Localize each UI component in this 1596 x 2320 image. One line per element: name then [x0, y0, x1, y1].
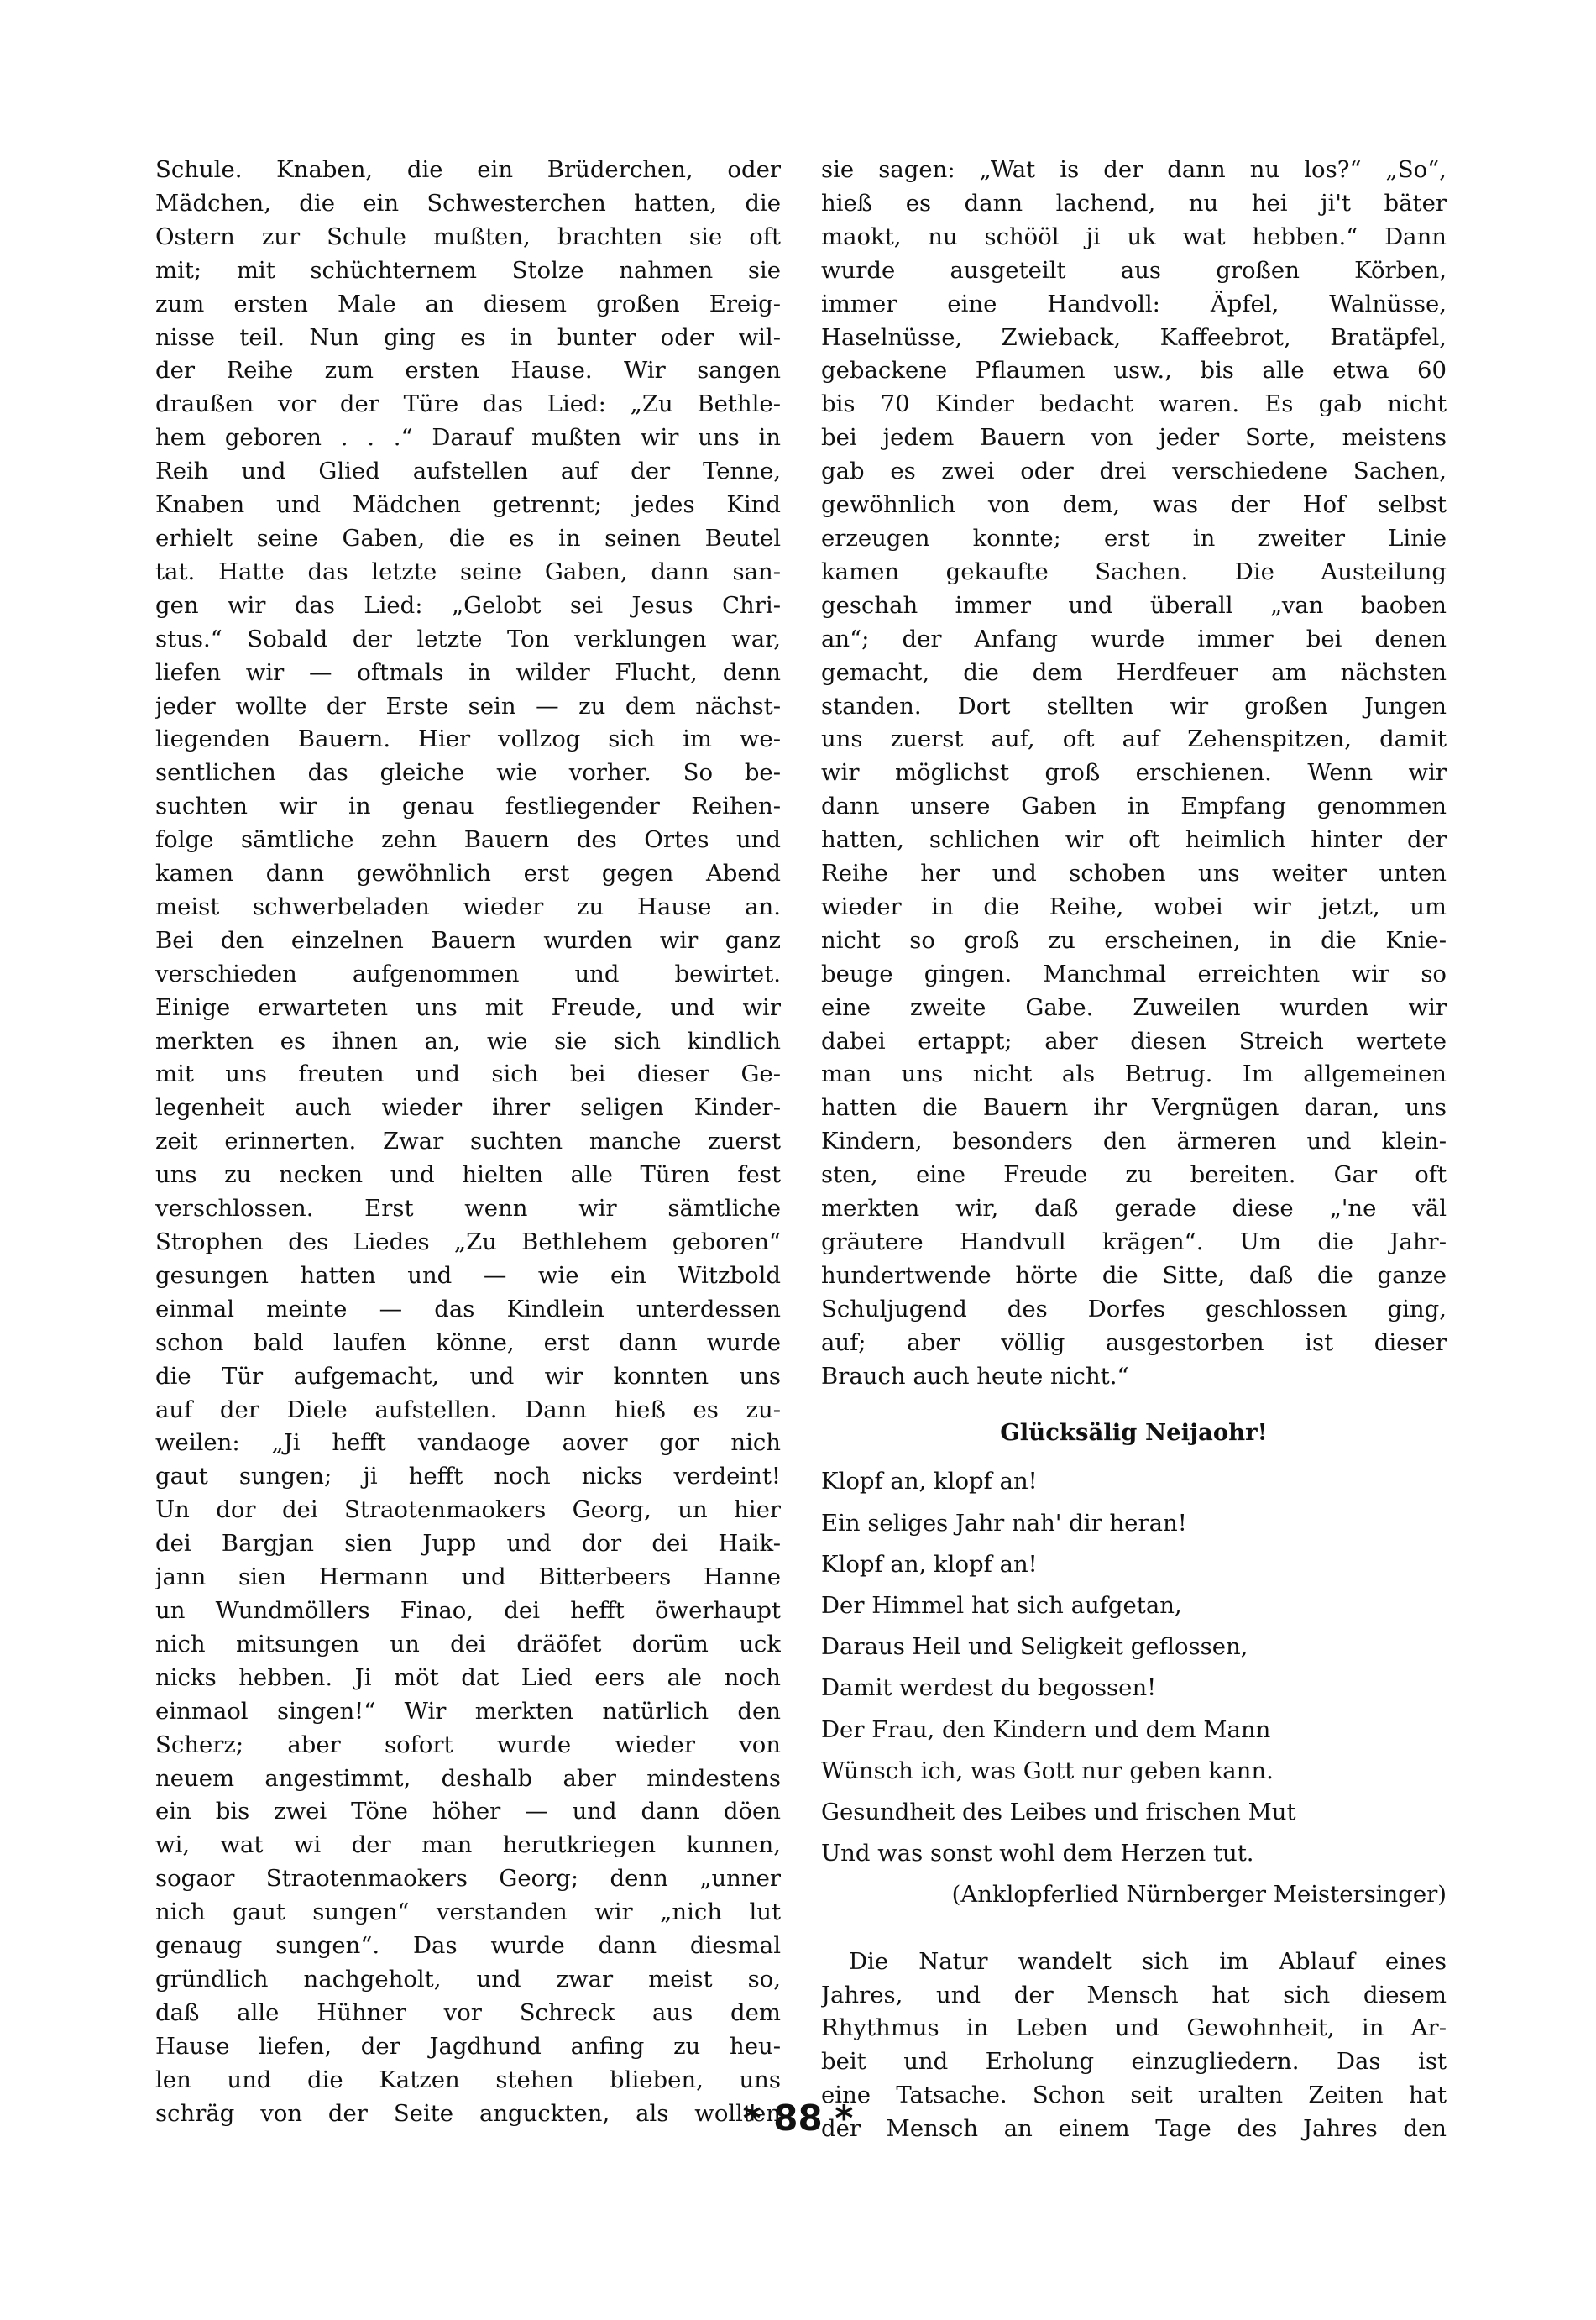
page-number: * 88 *: [742, 2097, 854, 2139]
text-line: uns zuerst auf, oft auf Zehenspitzen, damit: [821, 725, 1447, 753]
text-line: verschlossen. Erst wenn wir sämtliche: [155, 1195, 781, 1223]
poem-line: Klopf an, klopf an!: [821, 1468, 1038, 1495]
text-line: sentlichen das gleiche wie vorher. So be-: [155, 759, 781, 787]
text-line: suchten wir in genau festliegender Reihen-: [155, 793, 781, 820]
text-line: Hause liefen, der Jagdhund anfing zu heu-: [155, 2032, 781, 2060]
text-line: hatten, schlichen wir oft heimlich hinter der: [821, 826, 1447, 854]
text-line: mit; mit schüchternem Stolze nahmen sie: [155, 256, 781, 284]
poem-line: Klopf an, klopf an!: [821, 1550, 1038, 1578]
text-line: zeit erinnerten. Zwar suchten manche zuerst: [155, 1128, 781, 1155]
text-line: dabei ertappt; aber diesen Streich wertete: [821, 1027, 1447, 1055]
text-line: eine Tatsache. Schon seit uralten Zeiten hat: [821, 2082, 1447, 2109]
text-line: Jahres, und der Mensch hat sich diesem: [821, 1981, 1447, 2008]
text-line: wieder in die Reihe, wobei wir jetzt, um: [821, 893, 1447, 920]
text-line: dei Bargjan sien Jupp und dor dei Haik-: [155, 1530, 781, 1558]
poem-line: Daraus Heil und Seligkeit geflossen,: [821, 1633, 1248, 1661]
text-line: Die Natur wandelt sich im Ablauf eines: [849, 1947, 1447, 1975]
text-line: Un dor dei Straotenmaokers Georg, un hier: [155, 1496, 781, 1524]
text-line: die Tür aufgemacht, und wir konnten uns: [155, 1362, 781, 1390]
text-line: nicks hebben. Ji möt dat Lied eers ale noch: [155, 1663, 781, 1691]
text-line: beit und Erholung einzugliedern. Das ist: [821, 2048, 1447, 2076]
text-line: gründlich nachgeholt, und zwar meist so,: [155, 1965, 781, 1993]
text-line: jann sien Hermann und Bitterbeers Hanne: [155, 1563, 781, 1591]
text-line: Ostern zur Schule mußten, brachten sie oft: [155, 223, 781, 250]
text-line: Mädchen, die ein Schwesterchen hatten, die: [155, 189, 781, 217]
text-line: mit uns freuten und sich bei dieser Ge-: [155, 1060, 781, 1088]
text-line: einmaol singen!“ Wir merkten natürlich den: [155, 1697, 781, 1725]
text-line: der Mensch an einem Tage des Jahres den: [821, 2115, 1447, 2143]
text-line: schon bald laufen könne, erst dann wurde: [155, 1328, 781, 1356]
text-line: verschieden aufgenommen und bewirtet.: [155, 960, 781, 987]
text-line: immer eine Handvoll: Äpfel, Walnüsse,: [821, 290, 1447, 317]
text-line: Bei den einzelnen Bauern wurden wir ganz: [155, 926, 781, 954]
text-line: schräg von der Seite anguckten, als wollten: [155, 2099, 781, 2127]
text-line: merkten es ihnen an, wie sie sich kindlich: [155, 1027, 781, 1055]
text-line: jeder wollte der Erste sein — zu dem nächst-: [155, 692, 781, 720]
poem-line: Und was sonst wohl dem Herzen tut.: [821, 1840, 1254, 1867]
text-line: zum ersten Male an diesem großen Ereig-: [155, 290, 781, 317]
poem-source: (Anklopferlied Nürnberger Meistersinger): [951, 1881, 1447, 1909]
text-line: weilen: „Ji hefft vandaoge aover gor nich: [155, 1429, 781, 1457]
text-line: ein bis zwei Töne höher — und dann döen: [155, 1798, 781, 1825]
text-line: gewöhnlich von dem, was der Hof selbst: [821, 491, 1447, 519]
text-line: tat. Hatte das letzte seine Gaben, dann san-: [155, 558, 781, 585]
text-line: bis 70 Kinder bedacht waren. Es gab nicht: [821, 390, 1447, 418]
text-line: Schule. Knaben, die ein Brüderchen, oder: [155, 156, 781, 183]
text-line: Brauch auch heute nicht.“: [821, 1362, 1129, 1390]
text-line: standen. Dort stellten wir großen Jungen: [821, 692, 1447, 720]
text-line: wi, wat wi der man herutkriegen kunnen,: [155, 1831, 781, 1859]
text-line: kamen gekaufte Sachen. Die Austeilung: [821, 558, 1447, 585]
text-line: maokt, nu schööl ji uk wat hebben.“ Dann: [821, 223, 1447, 250]
poem-line: Ein seliges Jahr nah' dir heran!: [821, 1509, 1187, 1537]
text-line: Rhythmus in Leben und Gewohnheit, in Ar-: [821, 2014, 1447, 2042]
text-line: liegenden Bauern. Hier vollzog sich im we-: [155, 725, 781, 753]
text-line: daß alle Hühner vor Schreck aus dem: [155, 1998, 781, 2026]
text-line: geschah immer und überall „van baoben: [821, 591, 1447, 619]
text-line: Knaben und Mädchen getrennt; jedes Kind: [155, 491, 781, 519]
text-line: gräutere Handvull krägen“. Um die Jahr-: [821, 1228, 1447, 1255]
text-line: Reih und Glied aufstellen auf der Tenne,: [155, 458, 781, 485]
text-line: sie sagen: „Wat is der dann nu los?“ „So“,: [821, 156, 1447, 183]
text-line: erzeugen konnte; erst in zweiter Linie: [821, 524, 1447, 552]
poem-line: Der Himmel hat sich aufgetan,: [821, 1592, 1182, 1620]
text-line: hatten die Bauern ihr Vergnügen daran, uns: [821, 1094, 1447, 1122]
left-text-column: [155, 154, 781, 2130]
text-line: Schuljugend des Dorfes geschlossen ging,: [821, 1295, 1447, 1322]
text-line: auf; aber völlig ausgestorben ist dieser: [821, 1328, 1447, 1356]
text-line: kamen dann gewöhnlich erst gegen Abend: [155, 860, 781, 888]
text-line: Haselnüsse, Zwieback, Kaffeebrot, Bratäpfel,: [821, 323, 1447, 351]
text-line: gebackene Pflaumen usw., bis alle etwa 60: [821, 357, 1447, 385]
text-line: bei jedem Bauern von jeder Sorte, meistens: [821, 424, 1447, 452]
text-line: un Wundmöllers Finao, dei hefft öwerhaupt: [155, 1596, 781, 1624]
text-line: merkten wir, daß gerade diese „'ne väl: [821, 1195, 1447, 1223]
text-line: Strophen des Liedes „Zu Bethlehem geboren“: [155, 1228, 781, 1255]
text-line: genaug sungen“. Das wurde dann diesmal: [155, 1932, 781, 1960]
text-line: uns zu necken und hielten alle Türen fest: [155, 1161, 781, 1189]
poem-line: Damit werdest du begossen!: [821, 1674, 1157, 1702]
text-line: gemacht, die dem Herdfeuer am nächsten: [821, 658, 1447, 686]
text-line: der Reihe zum ersten Hause. Wir sangen: [155, 357, 781, 385]
text-line: wir möglichst groß erschienen. Wenn wir: [821, 759, 1447, 787]
text-line: einmal meinte — das Kindlein unterdessen: [155, 1295, 781, 1322]
text-line: Kindern, besonders den ärmeren und klein-: [821, 1128, 1447, 1155]
text-line: nicht so groß zu erscheinen, in die Knie-: [821, 926, 1447, 954]
text-line: Einige erwarteten uns mit Freude, und wir: [155, 993, 781, 1021]
text-line: Scherz; aber sofort wurde wieder von: [155, 1731, 781, 1758]
text-line: neuem angestimmt, deshalb aber mindestens: [155, 1764, 781, 1792]
text-line: dann unsere Gaben in Empfang genommen: [821, 793, 1447, 820]
right-text-column: [821, 154, 1447, 2146]
poem-line: Wünsch ich, was Gott nur geben kann.: [821, 1757, 1274, 1784]
text-line: sogaor Straotenmaokers Georg; denn „unner: [155, 1865, 781, 1893]
text-line: stus.“ Sobald der letzte Ton verklungen war,: [155, 625, 781, 652]
text-line: an“; der Anfang wurde immer bei denen: [821, 625, 1447, 652]
text-line: nich mitsungen un dei dräöfet dorüm uck: [155, 1630, 781, 1658]
text-line: hundertwende hörte die Sitte, daß die ganze: [821, 1261, 1447, 1289]
text-line: liefen wir — oftmals in wilder Flucht, denn: [155, 658, 781, 686]
text-line: gaut sungen; ji hefft noch nicks verdeint!: [155, 1463, 781, 1490]
text-line: eine zweite Gabe. Zuweilen wurden wir: [821, 993, 1447, 1021]
text-line: gen wir das Lied: „Gelobt sei Jesus Chri-: [155, 591, 781, 619]
text-line: hem geboren . . .“ Darauf mußten wir uns in: [155, 424, 781, 452]
text-line: hieß es dann lachend, nu hei ji't bäter: [821, 189, 1447, 217]
poem-line: Der Frau, den Kindern und dem Mann: [821, 1715, 1271, 1743]
text-line: gesungen hatten und — wie ein Witzbold: [155, 1261, 781, 1289]
text-line: meist schwerbeladen wieder zu Hause an.: [155, 893, 781, 920]
text-line: nisse teil. Nun ging es in bunter oder wil-: [155, 323, 781, 351]
text-line: erhielt seine Gaben, die es in seinen Beutel: [155, 524, 781, 552]
text-line: Reihe her und schoben uns weiter unten: [821, 860, 1447, 888]
text-line: auf der Diele aufstellen. Dann hieß es zu-: [155, 1396, 781, 1423]
poem-title: Glücksälig Neijaohr!: [1000, 1418, 1268, 1446]
text-line: draußen vor der Türe das Lied: „Zu Bethle-: [155, 390, 781, 418]
text-line: folge sämtliche zehn Bauern des Ortes und: [155, 826, 781, 854]
text-line: len und die Katzen stehen blieben, uns: [155, 2066, 781, 2093]
text-line: legenheit auch wieder ihrer seligen Kinder-: [155, 1094, 781, 1122]
text-line: wurde ausgeteilt aus großen Körben,: [821, 256, 1447, 284]
text-line: man uns nicht als Betrug. Im allgemeinen: [821, 1060, 1447, 1088]
text-line: gab es zwei oder drei verschiedene Sachen,: [821, 458, 1447, 485]
text-line: sten, eine Freude zu bereiten. Gar oft: [821, 1161, 1447, 1189]
text-line: beuge gingen. Manchmal erreichten wir so: [821, 960, 1447, 987]
text-line: nich gaut sungen“ verstanden wir „nich lut: [155, 1898, 781, 1926]
poem-line: Gesundheit des Leibes und frischen Mut: [821, 1799, 1296, 1826]
